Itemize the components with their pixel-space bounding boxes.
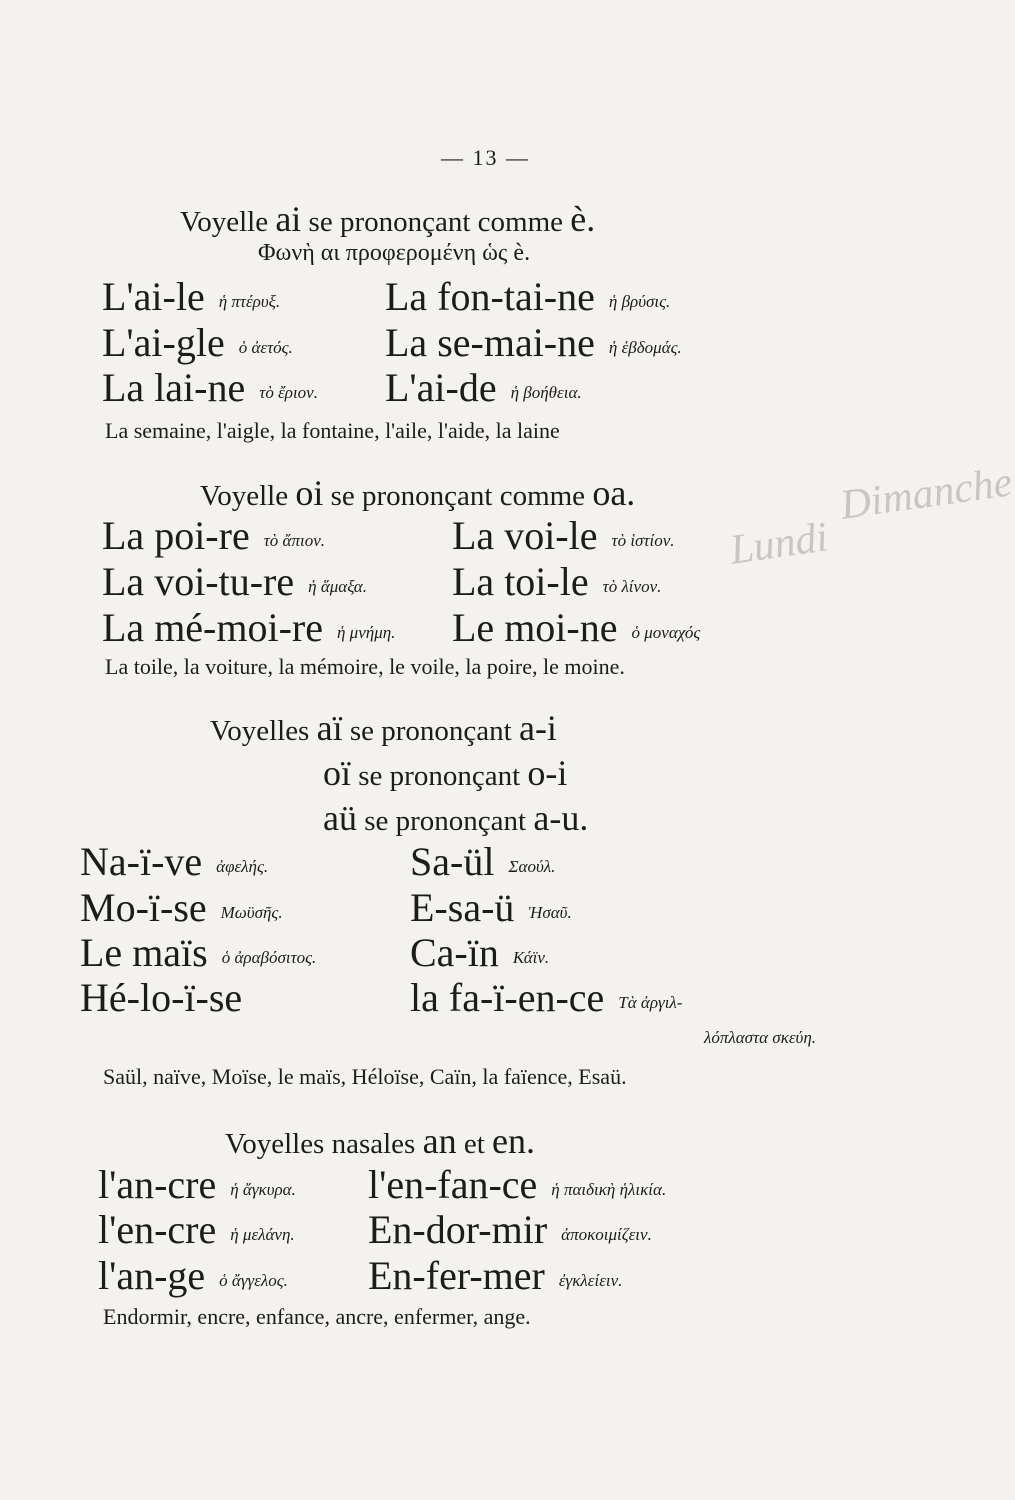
heading-text: se prononçant comme bbox=[323, 480, 593, 512]
word-entry bbox=[102, 274, 281, 319]
summary-line: Endormir, encre, enfance, ancre, enfermer, ange. bbox=[103, 1304, 531, 1329]
greek-translation: ὁ ἀραβόσιτος. bbox=[221, 948, 317, 967]
word-entry bbox=[385, 274, 671, 319]
french-word: l'en-fan-ce bbox=[368, 1162, 538, 1207]
heading-text: se prononçant comme bbox=[301, 206, 571, 238]
greek-translation: ἡ ἄγκυρα. bbox=[230, 1180, 296, 1199]
heading-vowel: o-i bbox=[527, 753, 568, 793]
greek-translation: ἐγκλείειν. bbox=[558, 1271, 623, 1290]
french-word: l'an-ge bbox=[98, 1253, 206, 1298]
heading-vowel: aü bbox=[323, 798, 357, 838]
summary-line: Saül, naïve, Moïse, le maïs, Héloïse, Caïn, la faïence, Esaü. bbox=[103, 1064, 627, 1089]
french-word: La se-mai-ne bbox=[385, 320, 595, 365]
heading-vowel: è. bbox=[570, 199, 596, 239]
word-entry bbox=[368, 1162, 667, 1207]
greek-translation: τὸ λίνον. bbox=[602, 577, 662, 596]
heading-text: et bbox=[456, 1128, 493, 1160]
greek-translation: ὁ ἄγγελος. bbox=[219, 1271, 288, 1290]
french-word: La voi-le bbox=[452, 513, 598, 558]
section-heading bbox=[180, 198, 595, 240]
word-entry bbox=[368, 1207, 652, 1252]
greek-translation: ὁ μοναχός bbox=[631, 623, 701, 642]
bleed-through-text: Dimanche bbox=[837, 459, 1015, 529]
heading-text: Voyelles bbox=[210, 715, 317, 747]
greek-translation: τὸ ἔριον. bbox=[259, 383, 318, 402]
heading-text: se prononçant bbox=[342, 715, 519, 747]
greek-translation: τὸ ἱστίον. bbox=[611, 531, 675, 550]
word-entry bbox=[102, 605, 396, 650]
greek-heading: Φωνὴ αι προφερομένη ὡς è. bbox=[258, 240, 531, 266]
word-entry bbox=[102, 320, 293, 365]
greek-translation: ἡ πτέρυξ. bbox=[218, 292, 281, 311]
greek-translation: τὸ ἄπιον. bbox=[263, 531, 325, 550]
word-entry bbox=[80, 930, 317, 975]
word-entry bbox=[98, 1162, 296, 1207]
french-word: La mé-moi-re bbox=[102, 605, 323, 650]
french-word: E-sa-ü bbox=[410, 885, 515, 930]
french-word: la fa-ï-en-ce bbox=[410, 975, 605, 1020]
word-entry bbox=[452, 559, 662, 604]
greek-translation: Τὰ ἀργιλ- bbox=[618, 993, 683, 1012]
french-word: La lai-ne bbox=[102, 365, 246, 410]
heading-vowel: an bbox=[422, 1121, 457, 1161]
summary-line: La toile, la voiture, la mémoire, le voile, la poire, le moine. bbox=[105, 654, 625, 679]
word-entry bbox=[98, 1207, 295, 1252]
word-entry bbox=[80, 839, 269, 884]
heading-vowel: aï bbox=[316, 708, 343, 748]
word-entry bbox=[410, 885, 572, 930]
word-entry bbox=[385, 365, 582, 410]
greek-translation: Ἡσαῦ. bbox=[528, 903, 572, 922]
greek-translation: ἡ παιδικὴ ἡλικία. bbox=[551, 1180, 667, 1199]
bleed-through-text: Lundi bbox=[727, 514, 831, 574]
greek-translation: Σαούλ. bbox=[508, 857, 556, 876]
french-word: L'ai-le bbox=[102, 274, 205, 319]
word-entry bbox=[410, 839, 556, 884]
section-heading bbox=[200, 472, 635, 514]
heading-text: Voyelle bbox=[180, 206, 276, 238]
heading-text: se prononçant bbox=[356, 805, 534, 837]
heading-text: Voyelles nasales bbox=[225, 1128, 423, 1160]
french-word: L'ai-de bbox=[385, 365, 497, 410]
greek-translation: Κάϊν. bbox=[512, 948, 550, 967]
french-word: l'an-cre bbox=[98, 1162, 217, 1207]
greek-translation: ἡ ἑβδομάς. bbox=[608, 338, 682, 357]
word-entry bbox=[410, 975, 683, 1020]
french-word: Mo-ï-se bbox=[80, 885, 207, 930]
french-word: Le maïs bbox=[80, 930, 208, 975]
greek-continuation: λόπλαστα σκεύη. bbox=[704, 1028, 817, 1047]
word-entry bbox=[452, 605, 701, 650]
page-number: — 13 — bbox=[441, 145, 530, 170]
greek-translation: ἡ βοήθεια. bbox=[510, 383, 582, 402]
section-heading bbox=[323, 797, 588, 839]
section-heading bbox=[210, 707, 557, 749]
heading-vowel: oi bbox=[295, 473, 324, 513]
word-entry bbox=[102, 559, 367, 604]
french-word: L'ai-gle bbox=[102, 320, 225, 365]
section-heading bbox=[225, 1120, 535, 1162]
summary-line: La semaine, l'aigle, la fontaine, l'aile, l'aide, la laine bbox=[105, 418, 560, 443]
word-entry bbox=[385, 320, 682, 365]
french-word: La fon-tai-ne bbox=[385, 274, 595, 319]
greek-translation: ἡ ἅμαξα. bbox=[308, 577, 367, 596]
greek-translation: ἀφελής. bbox=[216, 857, 269, 876]
section-heading bbox=[323, 752, 567, 794]
word-entry bbox=[80, 975, 256, 1020]
word-entry bbox=[102, 513, 325, 558]
word-entry bbox=[368, 1253, 623, 1298]
heading-text: se prononçant bbox=[351, 760, 528, 792]
word-entry bbox=[98, 1253, 288, 1298]
greek-translation: ὁ ἀετός. bbox=[238, 338, 293, 357]
french-word: La toi-le bbox=[452, 559, 589, 604]
greek-translation: Μωϋσῆς. bbox=[220, 903, 283, 922]
heading-vowel: oï bbox=[323, 753, 352, 793]
french-word: En-fer-mer bbox=[368, 1253, 545, 1298]
french-word: l'en-cre bbox=[98, 1207, 217, 1252]
greek-translation: ἡ μελάνη. bbox=[230, 1225, 295, 1244]
word-entry bbox=[102, 365, 318, 410]
greek-translation: ἡ βρύσις. bbox=[608, 292, 671, 311]
heading-text: Voyelle bbox=[200, 480, 296, 512]
greek-translation: ἡ μνήμη. bbox=[337, 623, 396, 642]
french-word: En-dor-mir bbox=[368, 1207, 548, 1252]
french-word: La poi-re bbox=[102, 513, 250, 558]
word-entry bbox=[80, 885, 283, 930]
heading-vowel: ai bbox=[275, 199, 302, 239]
heading-vowel: en. bbox=[492, 1121, 535, 1161]
french-word: Le moi-ne bbox=[452, 605, 618, 650]
french-word: Ca-ïn bbox=[410, 930, 499, 975]
heading-vowel: a-i bbox=[518, 708, 557, 748]
heading-vowel: a-u. bbox=[533, 798, 589, 838]
french-word: La voi-tu-re bbox=[102, 559, 295, 604]
french-word: Sa-ül bbox=[410, 839, 495, 884]
french-word: Na-ï-ve bbox=[80, 839, 203, 884]
word-entry bbox=[452, 513, 675, 558]
french-word: Hé-lo-ï-se bbox=[80, 975, 243, 1020]
word-entry bbox=[410, 930, 550, 975]
heading-vowel: oa. bbox=[592, 473, 636, 513]
greek-translation: ἀποκοιμίζειν. bbox=[561, 1225, 652, 1244]
